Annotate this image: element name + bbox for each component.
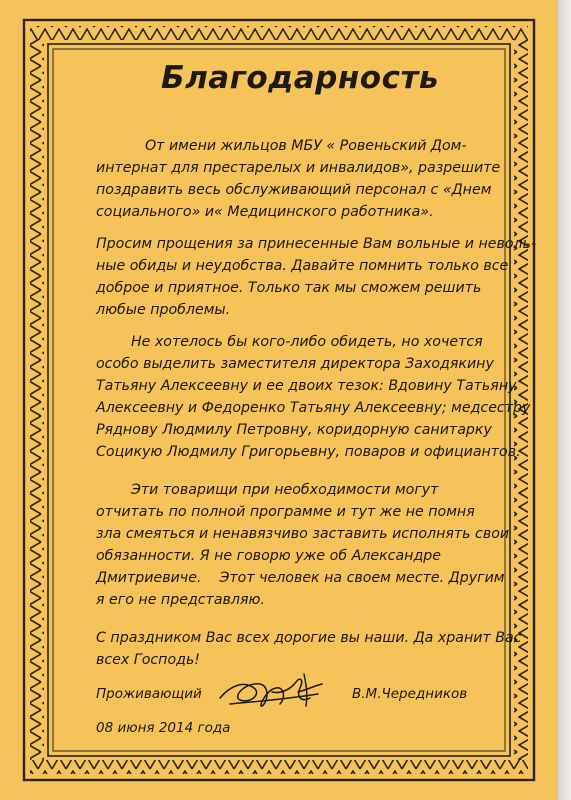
document-date: 08 июня 2014 года — [96, 720, 231, 736]
paragraph-5-line-1: С праздником Вас всех дорогие вы наши. Да хранит Вас — [96, 630, 522, 646]
paragraph-4-line-1: Эти товарищи при необходимости могут — [131, 482, 439, 498]
paragraph-3-line-5: Ряднову Людмилу Петровну, коридорную санитарку — [96, 422, 492, 438]
handwritten-signature — [210, 668, 340, 718]
paragraph-4-line-6: я его не представляю. — [96, 592, 265, 608]
paragraph-1-line-4: социального» и« Медицинского работника». — [96, 204, 434, 220]
paragraph-2-line-1: Просим прощения за принесенные Вам вольные и неволь- — [96, 236, 537, 252]
paragraph-4-line-2: отчитать по полной программе и тут же не помня — [96, 504, 475, 520]
paragraph-4-line-4: обязанности. Я не говорю уже об Александре — [96, 548, 441, 564]
document-title: Благодарность — [160, 60, 440, 96]
paragraph-1-line-1: От имени жильцов МБУ « Ровеньский Дом- — [145, 138, 467, 154]
signatory-role: Проживающий — [96, 686, 202, 702]
paragraph-3-line-3: Татьяну Алексеевну и ее двоих тезок: Вдовину Татьяну — [96, 378, 517, 394]
paragraph-1-line-3: поздравить весь обслуживающий персонал с «Днем — [96, 182, 492, 198]
signatory-name: В.М.Чередников — [352, 686, 468, 702]
paragraph-3-line-1: Не хотелось бы кого-либо обидеть, но хочется — [131, 334, 483, 350]
paragraph-4-line-5: Дмитриевиче. Этот человек на своем месте. Другим — [96, 570, 505, 586]
paragraph-3-line-2: особо выделить заместителя директора Заходякину — [96, 356, 494, 372]
paragraph-5-line-2: всех Господь! — [96, 652, 200, 668]
paragraph-3-line-6: Социкую Людмилу Григорьевну, поваров и официантов. — [96, 444, 521, 460]
paragraph-3-line-4: Алексеевну и Федоренко Татьяну Алексеевну; медсестру — [96, 400, 531, 416]
paragraph-2-line-2: ные обиды и неудобства. Давайте помнить только все — [96, 258, 509, 274]
paragraph-2-line-3: доброе и приятное. Только так мы сможем решить — [96, 280, 482, 296]
paragraph-2-line-4: любые проблемы. — [96, 302, 231, 318]
scan-margin — [558, 0, 571, 800]
paragraph-1-line-2: интернат для престарелых и инвалидов», разрешите — [96, 160, 501, 176]
paragraph-4-line-3: зла смеяться и ненавязчиво заставить исполнять свои — [96, 526, 510, 542]
